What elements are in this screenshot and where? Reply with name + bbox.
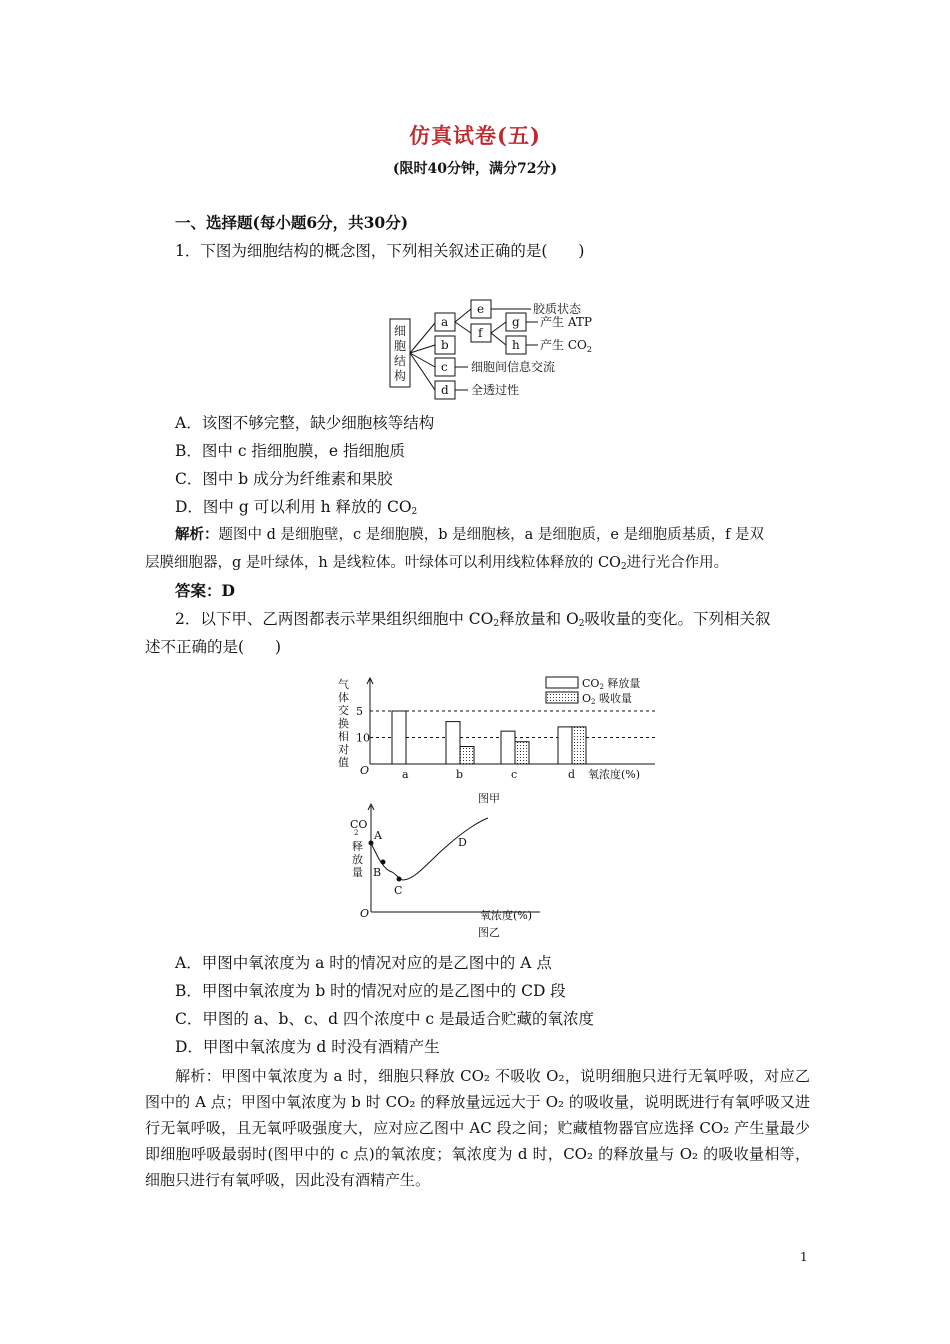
root-char-1: 细 xyxy=(394,324,407,338)
chart-jia-ylabel-5: 相 xyxy=(338,730,349,743)
chart-jia-bar-o2-b xyxy=(460,747,474,764)
legend-co2-swatch xyxy=(546,677,578,688)
q2-option-d: D．甲图中氧浓度为 d 时没有酒精产生 xyxy=(175,1038,440,1056)
chart-jia-bar-co2-b xyxy=(446,722,460,764)
chart-yi-ylabel-sub: 2 xyxy=(354,829,359,837)
chart-jia-ylabel-6: 对 xyxy=(338,743,349,756)
chart-yi xyxy=(330,800,560,940)
chart-yi-xlabel: 氧浓度(%) xyxy=(480,909,533,922)
q1-answer: 答案：D xyxy=(175,581,235,600)
root-char-4: 构 xyxy=(394,369,407,383)
q1-option-a: A．该图不够完整，缺少细胞核等结构 xyxy=(175,414,435,432)
chart-yi-point-c xyxy=(397,877,402,882)
question-1-stem: 1．下图为细胞结构的概念图，下列相关叙述正确的是( ) xyxy=(175,242,585,260)
chart-yi-label-a: A xyxy=(374,829,382,842)
chart-yi-ylabel-2: 放 xyxy=(352,853,363,866)
root-char-2: 胞 xyxy=(394,339,407,353)
chart-yi-origin: O xyxy=(360,907,370,920)
chart-yi-curve xyxy=(371,818,488,880)
q2-option-a: A．甲图中氧浓度为 a 时的情况对应的是乙图中的 A 点 xyxy=(175,954,552,972)
chart-jia-origin: O xyxy=(360,764,370,777)
chart-yi-caption: 图乙 xyxy=(478,926,500,939)
node-g: g xyxy=(512,315,520,329)
q2-option-b: B．甲图中氧浓度为 b 时的情况对应的是乙图中的 CD 段 xyxy=(175,982,566,1000)
chart-jia-ylabel-4: 换 xyxy=(338,717,349,730)
chart-jia-xlabel: 氧浓度(%) xyxy=(588,768,641,781)
chart-yi-label-b: B xyxy=(373,866,382,879)
chart-jia-bar-co2-d xyxy=(558,727,572,764)
chart-yi-point-a xyxy=(369,841,374,846)
chart-jia-ylabel-3: 交 xyxy=(338,704,349,717)
chart-yi-label-d: D xyxy=(458,836,467,849)
q1-option-b: B．图中 c 指细胞膜，e 指细胞质 xyxy=(175,442,406,460)
node-b: b xyxy=(441,338,449,352)
chart-jia-xtick-d: d xyxy=(568,768,576,781)
chart-jia-ytick-5: 10 xyxy=(356,731,370,745)
chart-yi-label-c: C xyxy=(394,884,403,897)
label-g: 产生 ATP xyxy=(540,315,592,329)
chart-yi-ylabel-3: 量 xyxy=(352,866,363,879)
chart-jia-ytick-10: 5 xyxy=(356,705,363,718)
chart-jia-xtick-b: b xyxy=(456,768,464,781)
q1-option-d: D．图中 g 可以利用 h 释放的 $CO_2$ xyxy=(175,498,418,517)
label-d: 全透过性 xyxy=(471,383,520,397)
node-c: c xyxy=(441,360,448,374)
node-h: h xyxy=(512,338,520,352)
q2-option-c: C．甲图的 a、b、c、d 四个浓度中 c 是最适合贮藏的氧浓度 xyxy=(175,1010,595,1028)
node-d: d xyxy=(441,383,449,397)
label-h: 产生 $CO_2$ xyxy=(540,338,592,354)
label-c: 细胞间信息交流 xyxy=(471,360,556,374)
label-e: 胶质状态 xyxy=(533,302,582,316)
chart-yi-ylabel-1: 释 xyxy=(352,840,363,853)
chart-jia-ylabel-7: 值 xyxy=(338,756,349,769)
chart-jia-ylabel-2: 体 xyxy=(338,691,349,704)
chart-jia-caption: 图甲 xyxy=(478,792,500,805)
node-a: a xyxy=(441,315,449,329)
chart-jia-bar-co2-a xyxy=(392,711,406,764)
chart-jia xyxy=(330,672,660,807)
q1-option-c: C．图中 b 成分为纤维素和果胶 xyxy=(175,470,393,488)
section-heading: 一、选择题(每小题6分，共30分) xyxy=(175,213,409,232)
page-subtitle: (限时40分钟，满分72分) xyxy=(392,161,558,177)
page-title: 仿真试卷(五) xyxy=(409,123,541,148)
chart-jia-bar-o2-c xyxy=(515,742,529,764)
node-e: e xyxy=(477,302,485,316)
chart-jia-xtick-c: c xyxy=(511,768,518,781)
question-2-stem-line-2: 述不正确的是( ) xyxy=(145,638,282,656)
chart-jia-ylabel-1: 气 xyxy=(338,678,349,691)
q1-analysis-line-2: 层膜细胞器，g 是叶绿体，h 是线粒体。叶绿体可以利用线粒体释放的 $CO_2$进行光合作用。 xyxy=(145,555,729,572)
chart-jia-xtick-a: a xyxy=(402,768,409,781)
chart-yi-point-b xyxy=(381,860,386,865)
page-number: 1 xyxy=(800,1250,808,1264)
node-f: f xyxy=(478,326,483,340)
legend-o2-swatch xyxy=(546,692,578,703)
q2-analysis: 解析：甲图中氧浓度为 a 时，细胞只释放 CO₂ 不吸收 O₂，说明细胞只进行无氧呼吸，对应乙图中的 A 点；甲图中氧浓度为 b 时 CO₂ 的释放量远远大于 O₂ 的吸收量，说明既进行有氧呼吸又进行无氧呼吸，且无氧呼吸强度大，应对应乙图中 AC 段之间；贮藏植物器官应选择 CO₂ 产生量最少即细胞呼吸最弱时(图甲中的 c 点)的氧浓度；氧浓度为 d 时，CO₂ 的释放量与 O₂ 的吸收量相等，细胞只进行有氧呼吸，因此没有酒精产生。 xyxy=(145,1067,810,1189)
legend-co2-label: CO2 释放量 xyxy=(582,677,641,691)
chart-yi-ylabel-co2: CO xyxy=(350,818,368,831)
chart-jia-bar-co2-c xyxy=(501,731,515,764)
question-2-stem-line-1: 2．以下甲、乙两图都表示苹果组织细胞中 $CO_2$释放量和 $O_2$吸收量的变化。下列相关叙 xyxy=(175,610,771,629)
chart-jia-bar-o2-d xyxy=(572,727,586,764)
q1-analysis-line-1: 解析：题图中 d 是细胞壁，c 是细胞膜，b 是细胞核，a 是细胞质，e 是细胞质基质，f 是双 xyxy=(175,526,765,543)
legend-o2-label: O2 吸收量 xyxy=(582,692,632,706)
root-char-3: 结 xyxy=(394,354,407,368)
cell-structure-concept-diagram xyxy=(385,295,625,405)
